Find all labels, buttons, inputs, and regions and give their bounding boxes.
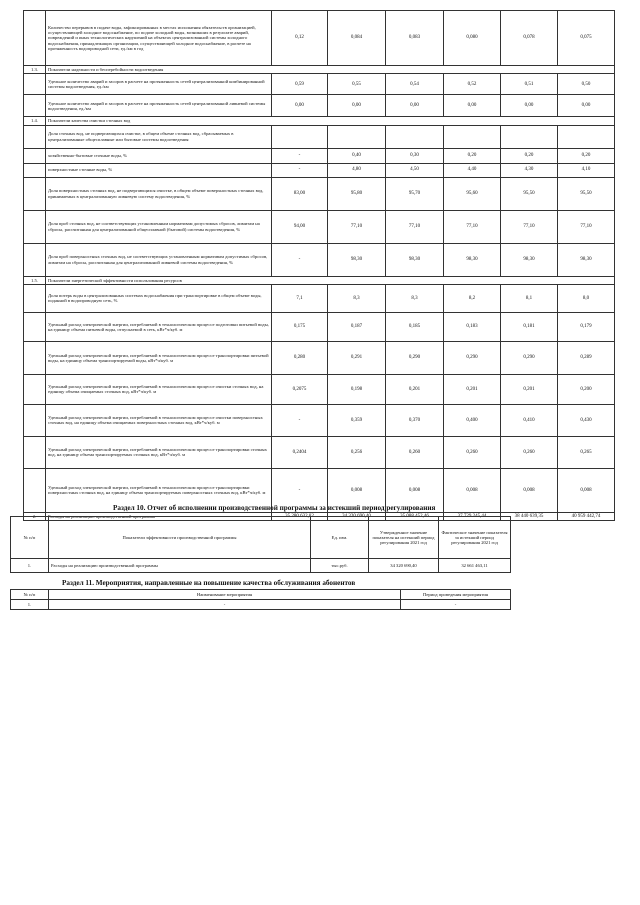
value-cell-3: 0,008 — [386, 468, 444, 512]
table-row — [24, 177, 615, 210]
value-cell-5: 0,00 — [501, 95, 558, 117]
cell-num: 1. — [11, 559, 49, 573]
value-cell-6: 0,008 — [558, 468, 615, 512]
col-num-header: № п/п — [11, 517, 49, 559]
value-cell-4: 0,201 — [444, 374, 501, 404]
section11-title: Раздел 11. Мероприятия, направленные на повышение качества обслуживания абонентов — [62, 579, 356, 587]
indicator-label: Доля сточных вод, не подвергающихся очистке, в общем объеме сточных вод, сбрасываемых в централизованные общесплавные или бытовые системы водоотведения — [46, 125, 272, 148]
value-cell-4: 0,260 — [444, 436, 501, 468]
table-row — [24, 436, 615, 468]
value-cell-1: - — [272, 148, 328, 163]
value-cell-3: 95,70 — [386, 177, 444, 210]
row-number — [24, 404, 46, 436]
section-row — [24, 276, 615, 284]
value-cell-5: 0,260 — [501, 436, 558, 468]
value-cell-5: 0,410 — [501, 404, 558, 436]
value-cell-5: 0,201 — [501, 374, 558, 404]
row-number — [24, 177, 46, 210]
table-row — [24, 284, 615, 312]
section-title: Показатели надежности и бесперебойности водоотведения — [46, 66, 615, 74]
value-cell-2: 0,291 — [328, 341, 386, 374]
value-cell-5: 0,20 — [501, 148, 558, 163]
indicator-label: хозяйственно-бытовые сточные воды, % — [46, 148, 272, 163]
table-row — [24, 74, 615, 95]
cell-approved: 34 320 690,40 — [369, 559, 439, 573]
indicator-label: Удельный расход электрической энергии, потребляемой в технологическом процессе транспортировки сточных вод, на единицу объема транспортируемых сточных вод, кВт*ч/куб. м — [46, 436, 272, 468]
value-cell-3: 35 088 452,46 — [386, 512, 444, 520]
value-cell-2: 98,30 — [328, 243, 386, 276]
row-number — [24, 125, 46, 148]
value-cell-4 — [444, 125, 501, 148]
value-cell-6: 0,50 — [558, 74, 615, 95]
value-cell-5 — [501, 125, 558, 148]
indicator-label: Расходы на реализацию производственной программы — [46, 512, 272, 520]
value-cell-4: 77,10 — [444, 210, 501, 243]
value-cell-5: 0,078 — [501, 11, 558, 66]
row-number — [24, 163, 46, 177]
value-cell-4: 0,00 — [444, 95, 501, 117]
value-cell-4: 0,008 — [444, 468, 501, 512]
value-cell-1: 0,12 — [272, 11, 328, 66]
indicator-label: Доля проб поверхностных сточных вод, не соответствующих установленным нормативам допустимых сбросов, лимитам на сбросы, рассчитанная для централизованной ливневой системы водоотведения, % — [46, 243, 272, 276]
cell-period: - — [401, 600, 511, 610]
value-cell-2: 0,55 — [328, 74, 386, 95]
row-number — [24, 95, 46, 117]
indicators-table — [23, 10, 615, 521]
value-cell-3: 0,185 — [386, 312, 444, 341]
table-row — [24, 163, 615, 177]
value-cell-4: 95,60 — [444, 177, 501, 210]
indicator-label: Доля потерь воды в централизованных системах водоснабжения при транспортировке в общем объеме воды, поданной в водопроводную сеть, % — [46, 284, 272, 312]
value-cell-3 — [386, 125, 444, 148]
value-cell-5: 8,1 — [501, 284, 558, 312]
row-number — [24, 312, 46, 341]
table-row — [24, 11, 615, 66]
value-cell-1: 83,00 — [272, 177, 328, 210]
value-cell-3: 0,083 — [386, 11, 444, 66]
value-cell-3: 77,10 — [386, 210, 444, 243]
value-cell-1: 0,280 — [272, 341, 328, 374]
col-period-header: Период проведения мероприятия — [401, 590, 511, 600]
value-cell-6: 0,265 — [558, 436, 615, 468]
table-row — [11, 600, 511, 610]
row-number — [24, 11, 46, 66]
value-cell-2: 77,10 — [328, 210, 386, 243]
value-cell-3: 0,290 — [386, 341, 444, 374]
value-cell-2: 8,3 — [328, 284, 386, 312]
indicator-label: Удельный расход электрической энергии, потребляемой в технологическом процессе очистки сточных вод, на единицу объема очищаемых сточных вод, кВт*ч/куб. м — [46, 374, 272, 404]
table-row — [24, 312, 615, 341]
value-cell-3: 4,50 — [386, 163, 444, 177]
row-number — [24, 210, 46, 243]
row-number: 1.4. — [24, 117, 46, 125]
table-row — [24, 210, 615, 243]
value-cell-1: - — [272, 163, 328, 177]
table-row — [24, 95, 615, 117]
row-number — [24, 341, 46, 374]
value-cell-3: 0,370 — [386, 404, 444, 436]
value-cell-1 — [272, 125, 328, 148]
indicator-label: Удельный расход электрической энергии, потребляемой в технологическом процессе транспортировки питьевой воды, на единицу объема транспортируемой воды, кВт*ч/куб. м — [46, 341, 272, 374]
value-cell-6: 40 959 442,74 — [558, 512, 615, 520]
value-cell-6: 0,00 — [558, 95, 615, 117]
table-row — [24, 404, 615, 436]
row-number — [24, 74, 46, 95]
value-cell-1: 0,2404 — [272, 436, 328, 468]
value-cell-2: 0,084 — [328, 11, 386, 66]
value-cell-4: 0,183 — [444, 312, 501, 341]
value-cell-3: 0,30 — [386, 148, 444, 163]
table-row — [24, 148, 615, 163]
table-row — [24, 341, 615, 374]
value-cell-5: 0,51 — [501, 74, 558, 95]
value-cell-2: 0,00 — [328, 95, 386, 117]
section10-title: Раздел 10. Отчет об исполнении производственной программы за истекший период регулирования — [113, 504, 436, 512]
row-number — [24, 284, 46, 312]
value-cell-6: 0,20 — [558, 148, 615, 163]
value-cell-3: 0,54 — [386, 74, 444, 95]
value-cell-1: 0,59 — [272, 74, 328, 95]
indicator-label: Доля проб сточных вод, не соответствующих установленным нормативам допустимых сбросов, лимитам на сбросы, рассчитанная для централизованной общесплавной (бытовой) системы водоотведения, % — [46, 210, 272, 243]
value-cell-5: 0,290 — [501, 341, 558, 374]
table-row — [24, 243, 615, 276]
value-cell-6: 0,200 — [558, 374, 615, 404]
value-cell-5: 4,30 — [501, 163, 558, 177]
value-cell-3: 8,3 — [386, 284, 444, 312]
value-cell-2: 0,008 — [328, 468, 386, 512]
row-number — [24, 374, 46, 404]
value-cell-6: 77,10 — [558, 210, 615, 243]
value-cell-2: 95,80 — [328, 177, 386, 210]
table-row — [24, 374, 615, 404]
cell-num: 1. — [11, 600, 49, 610]
value-cell-6: 95,50 — [558, 177, 615, 210]
value-cell-5: 0,181 — [501, 312, 558, 341]
indicator-label: Удельный расход электрической энергии, потребляемой в технологическом процессе подготовки питьевой воды, на единицу объема питьевой воды, отпускаемой в сеть, кВт*ч/куб. м — [46, 312, 272, 341]
cell-actual: 32 661 463,11 — [439, 559, 511, 573]
value-cell-1: - — [272, 468, 328, 512]
section-title: Показатели энергетической эффективности использования ресурсов — [46, 276, 615, 284]
value-cell-3: 98,30 — [386, 243, 444, 276]
value-cell-5: 98,30 — [501, 243, 558, 276]
section-row — [24, 117, 615, 125]
value-cell-5: 95,50 — [501, 177, 558, 210]
value-cell-1: 0,00 — [272, 95, 328, 117]
section11-table — [10, 589, 511, 610]
section10-table — [10, 516, 511, 573]
row-number — [24, 148, 46, 163]
row-number — [24, 468, 46, 512]
col-num-header: № п/п — [11, 590, 49, 600]
indicator-label: Доля поверхностных сточных вод, не подвергающихся очистке, в общем объеме поверхностных сточных вод, принимаемых в централизованную ливневую систему водоотведения, % — [46, 177, 272, 210]
value-cell-2: 0,40 — [328, 148, 386, 163]
value-cell-1: 35 280 632,82 — [272, 512, 328, 520]
value-cell-6: 0,430 — [558, 404, 615, 436]
row-number: 1.3. — [24, 66, 46, 74]
indicator-label: Удельный расход электрической энергии, потребляемой в технологическом процессе очистки поверхностных сточных вод, на единицу объема очищаемых поверхностных сточных вод, кВт*ч/куб. м — [46, 404, 272, 436]
value-cell-2: 4,80 — [328, 163, 386, 177]
value-cell-2: 0,256 — [328, 436, 386, 468]
value-cell-3: 0,201 — [386, 374, 444, 404]
value-cell-1: 94,00 — [272, 210, 328, 243]
value-cell-4: 0,080 — [444, 11, 501, 66]
value-cell-5: 77,10 — [501, 210, 558, 243]
value-cell-1: 0,175 — [272, 312, 328, 341]
indicator-label: поверхностные сточные воды, % — [46, 163, 272, 177]
value-cell-6 — [558, 125, 615, 148]
value-cell-2: 0,198 — [328, 374, 386, 404]
value-cell-2 — [328, 125, 386, 148]
cell-indicator: Расходы на реализацию производственной программы — [49, 559, 311, 573]
row-number: 1.5. — [24, 276, 46, 284]
col-approved-header: Утвержденное значение показателя на истекший период регулирования 2021 год — [369, 517, 439, 559]
value-cell-5: 0,008 — [501, 468, 558, 512]
section-row — [24, 66, 615, 74]
row-number: 2. — [24, 512, 46, 520]
value-cell-1: - — [272, 243, 328, 276]
value-cell-6: 8,0 — [558, 284, 615, 312]
value-cell-3: 0,00 — [386, 95, 444, 117]
value-cell-1: 0,2075 — [272, 374, 328, 404]
value-cell-1: 7,1 — [272, 284, 328, 312]
value-cell-6: 98,30 — [558, 243, 615, 276]
col-indicator-header: Показатели эффективности производственной программы — [49, 517, 311, 559]
table-row — [24, 125, 615, 148]
row-number — [24, 243, 46, 276]
value-cell-6: 0,179 — [558, 312, 615, 341]
cell-measure: - — [49, 600, 401, 610]
value-cell-4: 0,52 — [444, 74, 501, 95]
value-cell-4: 4,40 — [444, 163, 501, 177]
value-cell-2: 0,359 — [328, 404, 386, 436]
value-cell-4: 0,20 — [444, 148, 501, 163]
value-cell-4: 0,400 — [444, 404, 501, 436]
value-cell-6: 0,075 — [558, 11, 615, 66]
value-cell-4: 0,290 — [444, 341, 501, 374]
value-cell-4: 98,30 — [444, 243, 501, 276]
row-number — [24, 436, 46, 468]
value-cell-6: 0,289 — [558, 341, 615, 374]
value-cell-4: 8,2 — [444, 284, 501, 312]
section-title: Показатели качества очистки сточных вод — [46, 117, 615, 125]
indicator-label: Удельное количество аварий и засоров в расчете на протяженность сетей централизованной ливневой системы водоотведения, ед./км — [46, 95, 272, 117]
indicator-label: Удельный расход электрической энергии, потребляемой в технологическом процессе транспортировки поверхностных сточных вод, на единицу объема транспортируемых поверхностных сточных вод, кВт*ч/куб. м — [46, 468, 272, 512]
indicator-label: Удельное количество аварий и засоров в расчете на протяженность сетей централизованной комбинированной системы водоотведения, ед./км — [46, 74, 272, 95]
cell-unit: тыс.руб. — [311, 559, 369, 573]
value-cell-4: 37 729 245,44 — [444, 512, 501, 520]
indicator-label: Количество перерывов в подаче воды, зафиксированных в местах исполнения обязательств организацией, осуществляющей холодное водоснабжение, по подаче холодной воды, возникших в результате аварий, повреждений и иных технологических нарушений на объектах централизованной системы холодного водоснабжения, принадлежащих организации, осуществляющей холодное водоснабжение, в расчете на протяженность водопроводной сети, ед./км в год — [46, 11, 272, 66]
col-actual-header: Фактическое значение показателя за истекший период регулирования 2021 год — [439, 517, 511, 559]
value-cell-2: 0,187 — [328, 312, 386, 341]
col-measure-header: Наименование мероприятия — [49, 590, 401, 600]
value-cell-3: 0,260 — [386, 436, 444, 468]
value-cell-6: 4,10 — [558, 163, 615, 177]
value-cell-2: 34 320 690,40 — [328, 512, 386, 520]
value-cell-5: 38 440 639,35 — [501, 512, 558, 520]
col-unit-header: Ед. изм. — [311, 517, 369, 559]
table-header-row — [11, 590, 511, 600]
table-row — [11, 559, 511, 573]
value-cell-1: - — [272, 404, 328, 436]
table-header-row — [11, 517, 511, 559]
